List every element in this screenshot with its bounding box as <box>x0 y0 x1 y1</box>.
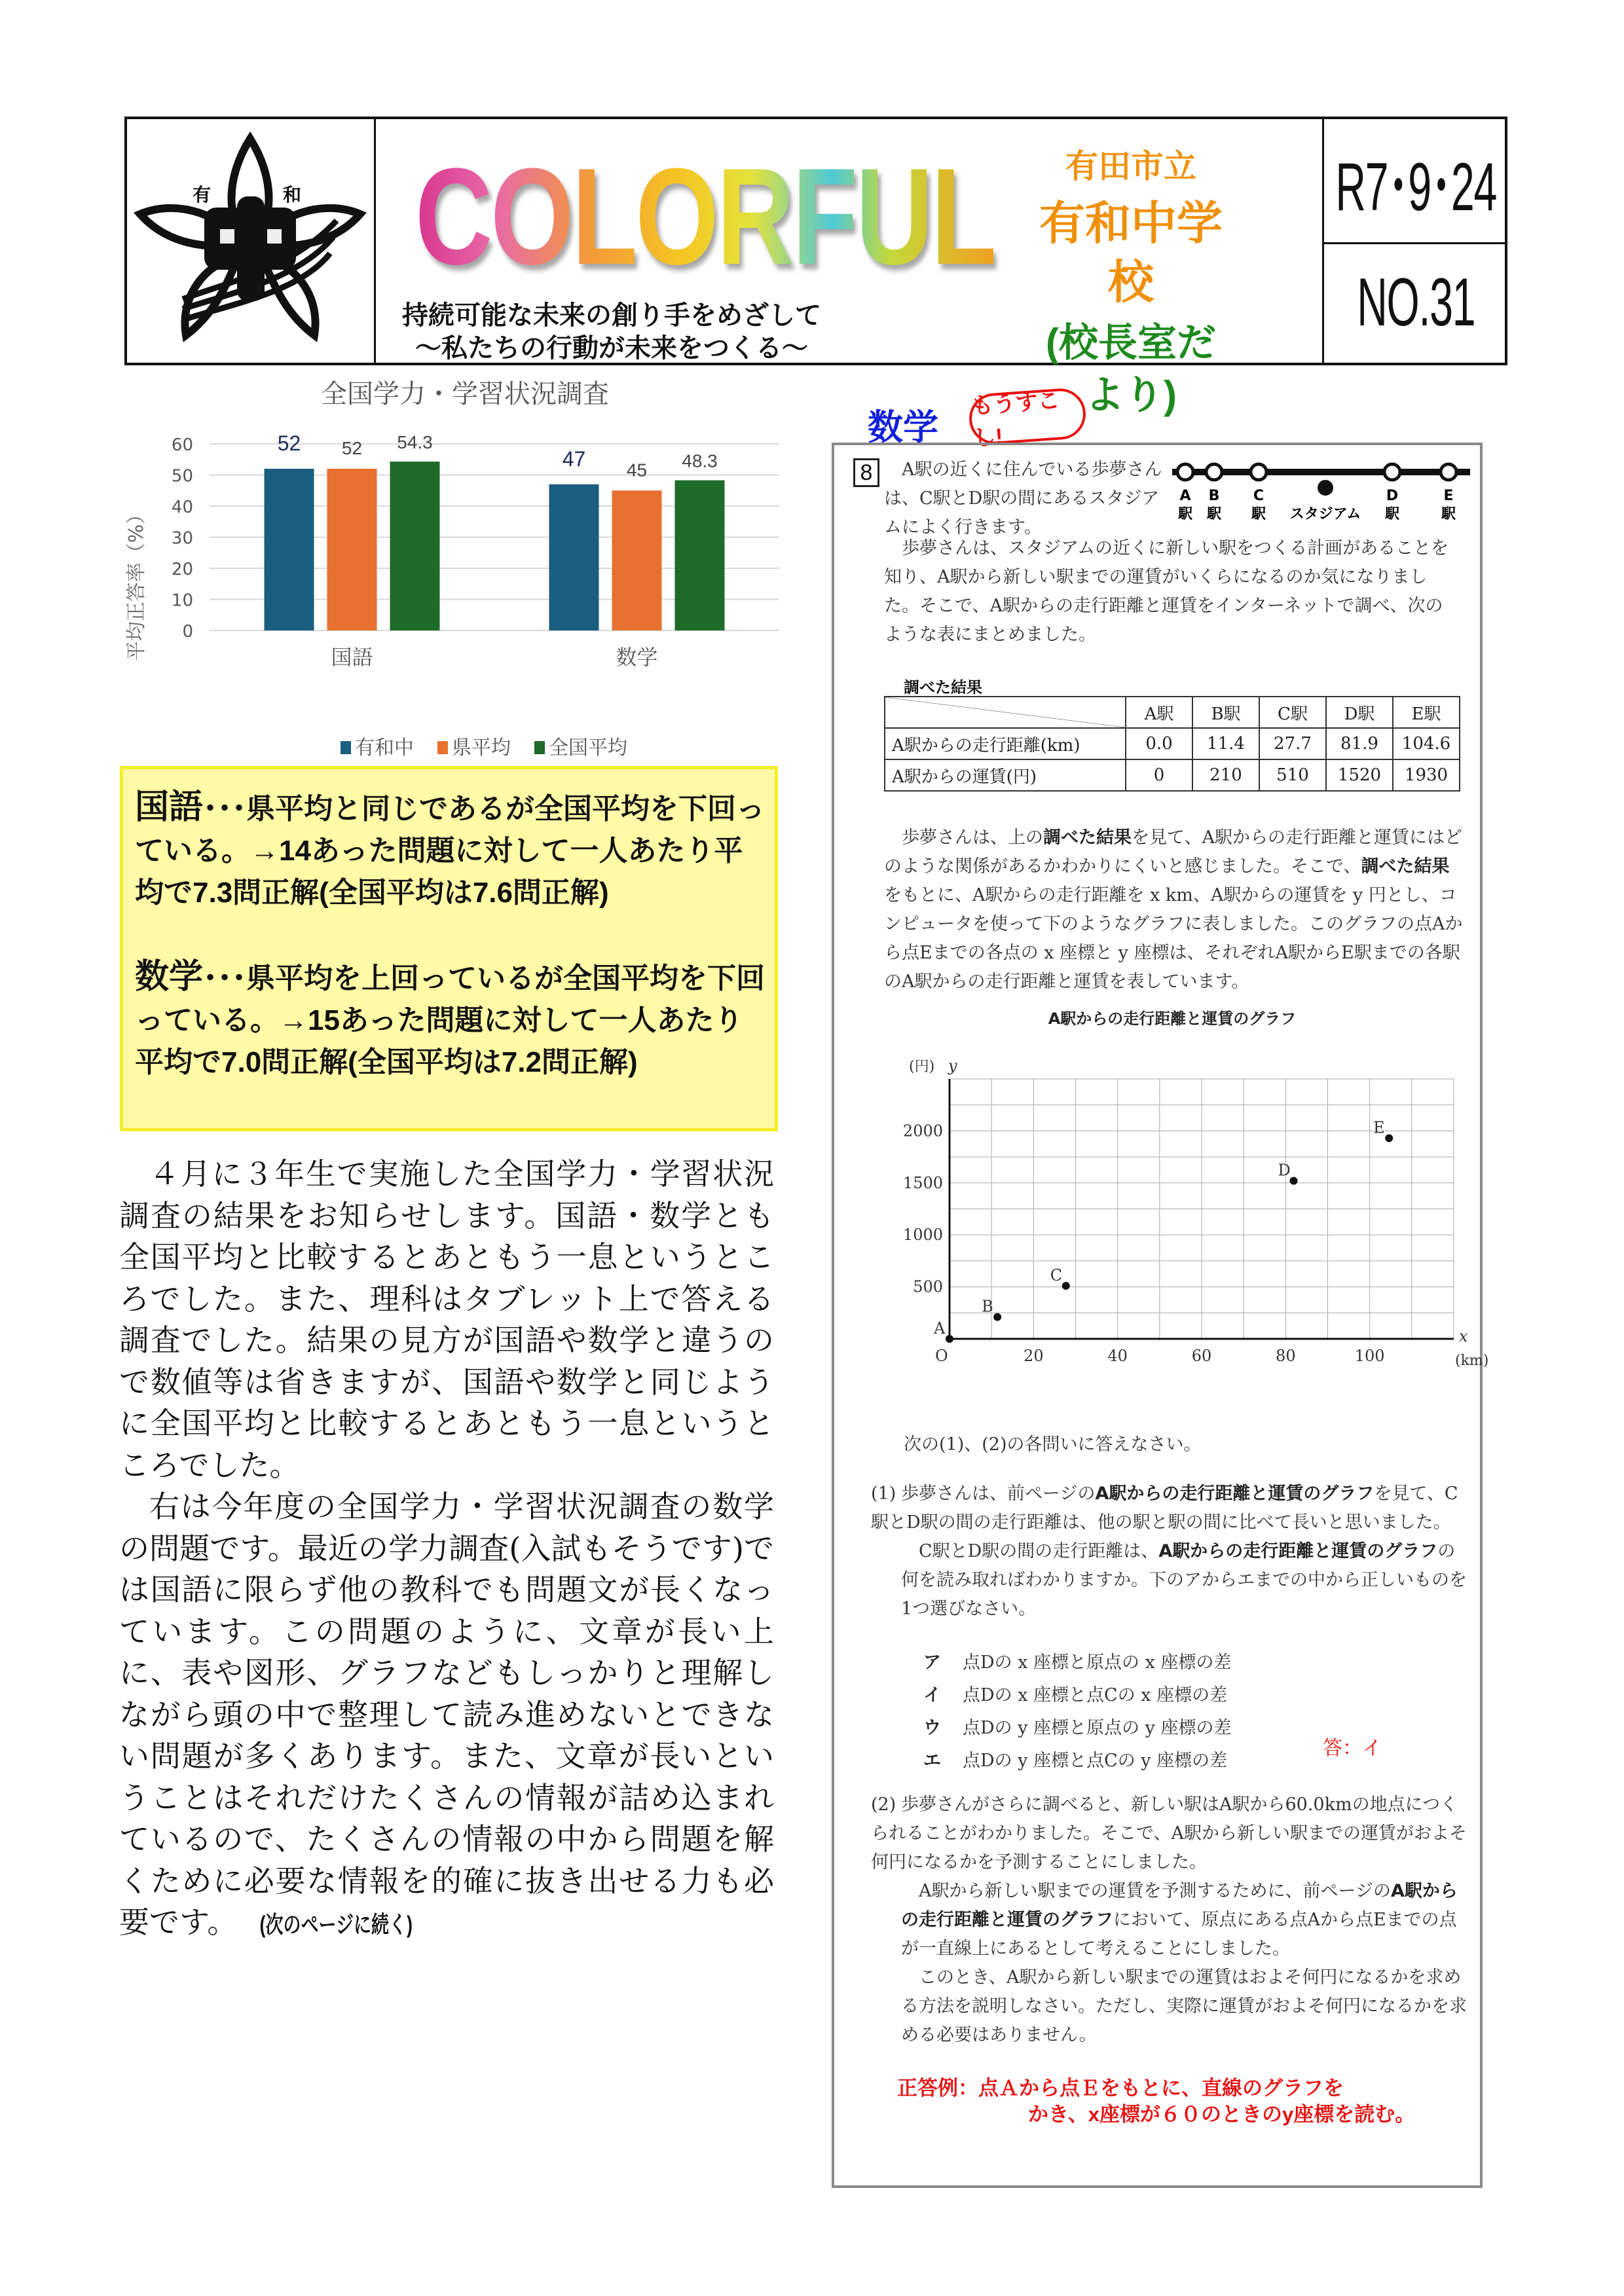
scatter-point-label: C <box>1050 1266 1063 1285</box>
question-paragraph-2: 歩夢さんは、スタジアムの近くに新しい駅をつくる計画があることを知り、A駅から新しい駅までの運賃がいくらになるのか気になりました。そこで、A駅からの走行距離と運賃をインターネットで調べ、次のような表にまとめました。 <box>884 538 1449 645</box>
scatter-point-label: B <box>982 1297 993 1316</box>
scatter-point-A <box>946 1335 953 1343</box>
table-cell: 1520 <box>1326 759 1393 791</box>
question-number: 8 <box>853 458 879 487</box>
scatter-y-unit: (円) <box>909 1059 935 1075</box>
bar-data-label: 54.3 <box>397 432 433 453</box>
table-row-label: A駅からの走行距離(km) <box>885 728 1126 759</box>
scatter-title: A駅からの走行距離と運賃のグラフ <box>1048 1010 1297 1028</box>
summary-text: ･･･県平均と同じであるが全国平均を下回っている。→14あった問題に対して一人あたり平均で7.3問正解(全国平均は7.6問正解) <box>135 793 766 909</box>
table-cell: 0.0 <box>1126 728 1192 759</box>
logo-char-right: 和 <box>283 184 302 206</box>
station-suffix: 駅 <box>1251 506 1266 522</box>
table-col-header: B駅 <box>1192 697 1259 728</box>
bar-2-0 <box>390 462 440 630</box>
question-intro: A駅の近くに住んでいる歩夢さんは、C駅とD駅の間にあるスタジアムによく行きます。 <box>884 460 1162 538</box>
scatter-y-tick: 1000 <box>902 1226 943 1245</box>
almost-there-badge: もうすこし! <box>967 387 1087 446</box>
legend-swatch <box>437 741 448 754</box>
table-corner-cell <box>885 697 1126 728</box>
option-b: イ 点Dの x 座標と点Cの x 座標の差 <box>923 1685 1228 1705</box>
scatter-point-B <box>993 1313 1001 1321</box>
slogan-line-2: ～私たちの行動が未来をつくる～ <box>415 334 808 363</box>
scatter-chart <box>884 1028 1489 1401</box>
table-cell: 1930 <box>1393 759 1460 791</box>
table-cell: 104.6 <box>1393 728 1460 759</box>
table-cell: 11.4 <box>1192 728 1259 759</box>
table-cell: 0 <box>1126 759 1192 791</box>
question-label: (1) <box>871 1484 896 1504</box>
table-col-header: E駅 <box>1393 697 1460 728</box>
bar-y-tick: 50 <box>171 466 193 486</box>
station-suffix: 駅 <box>1384 506 1400 522</box>
legend-swatch <box>534 741 545 754</box>
summary-subject: 数学 <box>135 958 204 996</box>
school-logo <box>127 119 376 363</box>
scatter-point-label: E <box>1373 1118 1385 1137</box>
scatter-y-tick: 500 <box>913 1277 943 1296</box>
station-letter: A <box>1179 488 1191 504</box>
station-suffix: 駅 <box>1441 506 1456 522</box>
table-col-header: A駅 <box>1126 697 1192 728</box>
station-circle <box>1251 464 1266 480</box>
date-issue-cell <box>1324 119 1507 363</box>
scatter-x-tick: 100 <box>1354 1347 1385 1365</box>
summary-box <box>120 766 778 1131</box>
question-paragraph-3: 歩夢さんは、上の調べた結果を見て、A駅からの走行距離と運賃にはどのような関係があるかわかりにくいと感じました。そこで、調べた結果をもとに、A駅からの走行距離を x km、A駅からの運賃を y 円とし、コンピュータを使って下のようなグラフに表しました。このグラフの点Aから点Eまでの各点の x 座標と y 座標は、それぞれA駅からE駅までの各駅のA駅からの走行距離と運賃を表しています。 <box>884 828 1463 992</box>
scatter-point-D <box>1290 1177 1298 1185</box>
bar-data-label: 45 <box>626 460 648 481</box>
logo-char-left: 有 <box>193 184 212 206</box>
bar-0-0 <box>265 469 314 630</box>
legend-label: 全国平均 <box>549 737 627 759</box>
scatter-point-label: A <box>934 1319 946 1338</box>
option-c: ウ 点Dの y 座標と原点の y 座標の差 <box>923 1718 1232 1738</box>
bar-chart-y-label: 平均正答率（%） <box>125 504 148 661</box>
result-table <box>884 696 1460 792</box>
legend-swatch <box>341 741 351 754</box>
bar-y-tick: 0 <box>182 622 193 642</box>
station-letter: D <box>1386 488 1399 504</box>
table-cell: 27.7 <box>1259 728 1326 759</box>
bar-x-tick: 数学 <box>616 645 658 670</box>
model-answer: 正答例：点Ａから点Ｅをもとに、直線のグラフを かき、x座標が６０のときのy座標を読む。 <box>897 2077 1416 2126</box>
school-city: 有田市立 <box>1065 148 1196 185</box>
bar-chart <box>124 380 805 773</box>
bar-1-0 <box>327 469 377 630</box>
table-col-header: D駅 <box>1326 697 1393 728</box>
issue-date: R7･9･24 <box>1335 149 1496 225</box>
table-col-header: C駅 <box>1259 697 1326 728</box>
station-suffix: 駅 <box>1177 506 1193 522</box>
scatter-y-tick: 1500 <box>902 1173 943 1192</box>
school-block <box>1036 145 1226 422</box>
stadium-label: スタジアム <box>1289 506 1361 522</box>
station-circle <box>1206 464 1222 480</box>
option-d: エ 点Dの y 座標と点Cの y 座標の差 <box>923 1751 1228 1771</box>
summary-subject: 国語 <box>135 788 204 826</box>
bar-y-tick: 10 <box>171 591 193 611</box>
scatter-y-label: y <box>948 1057 957 1075</box>
bar-1-1 <box>612 490 662 630</box>
article-paragraph-2: 右は今年度の全国学力・学習状況調査の数学の問題です。最近の学力調査(入試もそうです)では国語に限らず他の教科でも問題文が長くなっています。この問題のように、文章が長い上に、表や図形、グラフなどもしっかりと理解しながら頭の中で整理して読み進めないとできない問題が多くあります。また、文章が長いということはそれだけたくさんの情報が詰め込まれているので、たくさんの情報の中から問題を解くために必要な情報を的確に抜き出せる力も必要です。 <box>119 1489 775 1940</box>
scatter-x-tick: 80 <box>1276 1347 1296 1365</box>
scatter-y-tick: 2000 <box>902 1121 943 1140</box>
bar-y-tick: 20 <box>171 560 193 579</box>
station-letter: B <box>1208 488 1220 504</box>
issue-number: NO.31 <box>1356 264 1475 340</box>
answer-1: 答：イ <box>1323 1738 1382 1759</box>
newsletter-title: COLORFUL <box>415 137 995 296</box>
stadium-marker <box>1318 480 1333 496</box>
table-cell: 81.9 <box>1326 728 1393 759</box>
option-a: ア 点Dの x 座標と原点の x 座標の差 <box>923 1652 1232 1673</box>
rail-line-map <box>1166 458 1473 530</box>
school-emblem-icon <box>127 119 373 363</box>
article-body <box>119 1154 774 1946</box>
slogan-line-1: 持続可能な未来の創り手をめざして <box>402 301 821 330</box>
legend-label: 県平均 <box>452 737 511 759</box>
table-header-row <box>885 697 1460 728</box>
summary-text: ･･･県平均を上回っているが全国平均を下回っている。→15あった問題に対して一人あたり平均で7.0問正解(全国平均は7.2問正解) <box>135 962 766 1078</box>
bar-chart-title: 全国学力・学習状況調査 <box>321 379 609 409</box>
table-title: 調べた結果 <box>904 678 982 697</box>
summary-math <box>135 956 766 1084</box>
station-letter: C <box>1253 488 1264 504</box>
station-suffix: 駅 <box>1206 506 1222 522</box>
table-row <box>885 728 1460 759</box>
table-row <box>885 759 1460 791</box>
table-cell: 510 <box>1259 759 1326 791</box>
continued-note: (次のページに続く) <box>259 1911 413 1938</box>
scatter-point-E <box>1385 1135 1393 1142</box>
answer-options <box>923 1647 1231 1777</box>
station-circle <box>1441 464 1456 480</box>
bar-y-tick: 60 <box>171 435 193 455</box>
question-instruction: 次の(1)、(2)の各問いに答えなさい。 <box>904 1434 1202 1455</box>
bar-x-tick: 国語 <box>331 645 373 670</box>
bar-2-1 <box>675 481 725 630</box>
scatter-origin-label: O <box>935 1347 948 1365</box>
scatter-point-C <box>1062 1282 1070 1290</box>
table-cell: 210 <box>1192 759 1259 791</box>
school-subtitle: (校長室だより) <box>1046 321 1216 417</box>
bar-0-1 <box>549 484 599 630</box>
school-name: 有和中学校 <box>1039 198 1223 308</box>
scatter-x-label: x <box>1459 1327 1468 1345</box>
scatter-x-unit: (km) <box>1455 1353 1489 1369</box>
bar-data-label: 47 <box>562 446 586 471</box>
scatter-point-label: D <box>1278 1161 1291 1180</box>
bar-data-label: 48.3 <box>682 450 718 471</box>
station-circle <box>1177 464 1193 480</box>
scatter-x-tick: 20 <box>1024 1347 1044 1365</box>
bar-data-label: 52 <box>277 431 301 455</box>
question-1: (1) 歩夢さんは、前ページのA駅からの走行距離と運賃のグラフを見て、C駅とD駅の間の走行距離は、他の駅と駅の間に比べて長いと思いました。 C駅とD駅の間の走行距離は、A駅からの走行距離と運賃のグラフの何を読み取ればわかりますか。下のアからエまでの中から正しいものを1つ選びなさい。 <box>871 1480 1467 1624</box>
station-letter: E <box>1443 488 1454 504</box>
article-paragraph-1: ４月に３年生で実施した全国学力・学習状況調査の結果をお知らせします。国語・数学とも全国平均と比較するとあともう一息というところでした。また、理科はタブレット上で答える調査でした。結果の見方が国語や数学と違うので数値等は省きますが、国語や数学と同じように全国平均と比較するとあともう一息というところでした。 <box>119 1156 774 1483</box>
summary-japanese <box>135 786 766 914</box>
question-2: (2) 歩夢さんがさらに調べると、新しい駅はA駅から60.0kmの地点につくられることがわかりました。そこで、A駅から新しい駅までの運賃がおよそ何円になるかを予測することにしました。 A駅から新しい駅までの運賃を予測するために、前ページのA駅からの走行距離と運賃のグラフにおいて、原点にある点Aから点Eまでの点が一直線上にあるとして考えることにしました。 このとき、A駅から新しい駅までの運賃はおよそ何円になるかを求める方法を説明しなさい。ただし、実際に運賃がおよそ何円になるかを求める必要はありません。 <box>871 1791 1467 2050</box>
bar-y-tick: 40 <box>171 498 193 517</box>
scatter-x-tick: 40 <box>1107 1347 1128 1365</box>
math-heading: 数学 <box>868 408 938 447</box>
table-row-label: A駅からの運賃(円) <box>885 759 1126 791</box>
question-label: (2) <box>871 1795 896 1815</box>
station-circle <box>1384 464 1400 480</box>
bar-data-label: 52 <box>341 438 363 458</box>
scatter-x-tick: 60 <box>1191 1347 1212 1365</box>
bar-y-tick: 30 <box>171 528 193 549</box>
legend-label: 有和中 <box>355 737 414 759</box>
